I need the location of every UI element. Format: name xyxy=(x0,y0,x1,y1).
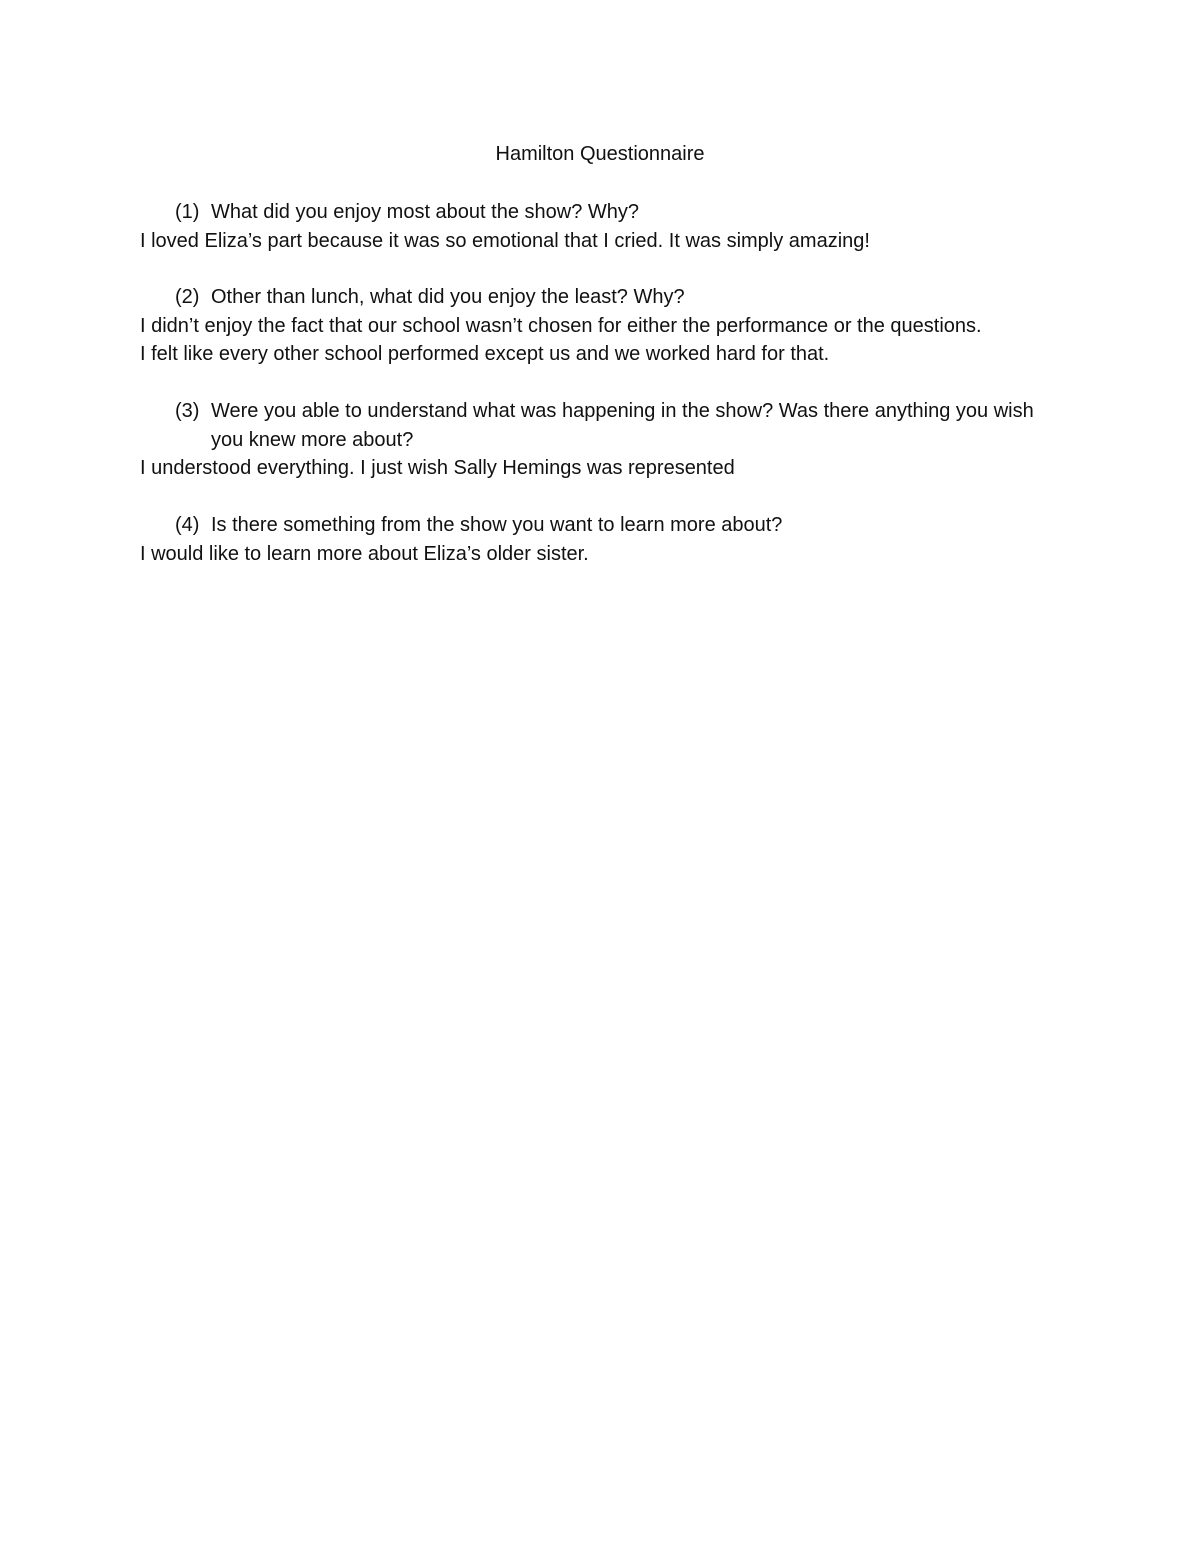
question-1 xyxy=(140,198,1070,227)
question-text: Other than lunch, what did you enjoy the least? Why? xyxy=(211,286,685,308)
answer-4-line-1: I would like to learn more about Eliza’s older sister. xyxy=(140,542,589,565)
qa-item-3 xyxy=(140,397,1070,483)
question-number: (1) xyxy=(175,201,200,223)
question-3 xyxy=(140,397,1070,454)
qa-item-2 xyxy=(140,283,1070,369)
question-number: (4) xyxy=(175,514,200,536)
document-title: Hamilton Questionnaire xyxy=(495,143,705,165)
question-text: Were you able to understand what was happening in the show? Was there anything you wish you knew more about? xyxy=(211,400,1040,451)
answer-3-line-1: I understood everything. I just wish Sally Hemings was represented xyxy=(140,457,735,479)
question-2 xyxy=(140,283,1070,312)
question-4 xyxy=(140,511,1070,540)
question-text: What did you enjoy most about the show? Why? xyxy=(211,201,640,223)
question-number: (3) xyxy=(175,400,200,422)
answer-1-line-1: I loved Eliza’s part because it was so emotional that I cried. It was simply amazing! xyxy=(140,229,870,252)
question-number: (2) xyxy=(175,286,200,308)
question-text: Is there something from the show you want to learn more about? xyxy=(211,514,783,536)
qa-item-4 xyxy=(140,511,1070,568)
qa-item-1 xyxy=(140,198,1070,255)
answer-2-line-1: I didn’t enjoy the fact that our school wasn’t chosen for either the performance or the questions. xyxy=(140,314,982,337)
answer-2-line-2: I felt like every other school performed except us and we worked hard for that. xyxy=(140,343,830,365)
